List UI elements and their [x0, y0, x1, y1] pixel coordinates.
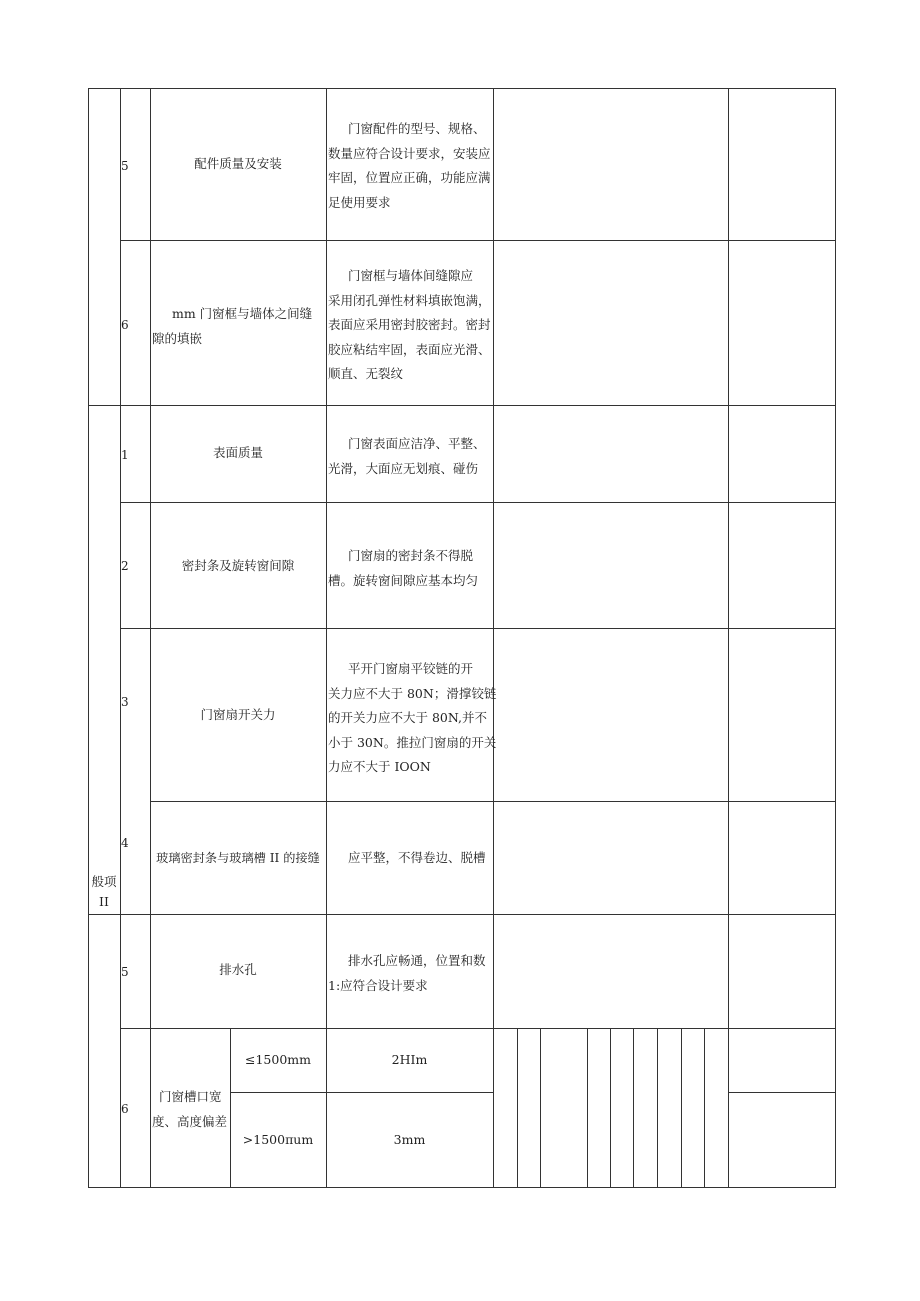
sub-row-tolerance: 2HIm [391, 1052, 428, 1067]
requirement-line: 排水孔应畅通，位置和数 [348, 953, 486, 968]
check-column-divider [633, 1028, 634, 1188]
check-column-divider [540, 1028, 541, 1188]
row-requirement [328, 657, 496, 780]
item-line: mm 门窗框与墙体之间缝 [172, 306, 313, 321]
row-item: 门窗扇开关力 [200, 707, 276, 722]
row-requirement [328, 117, 491, 215]
check-column-divider [517, 1028, 518, 1188]
row-number: 1 [121, 448, 129, 462]
row-item: 密封条及旋转窗间隙 [181, 558, 295, 573]
item-line: 度、高度偏差 [152, 1113, 228, 1129]
row-item: 玻璃密封条与玻璃槽 II 的接缝 [156, 851, 320, 865]
requirement-line: 小于 30N。推拉门窗扇的开关 [328, 734, 497, 750]
requirement-line: 牢固，位置应正确，功能应满 [328, 170, 491, 185]
requirement-line: 1:应符合设计要求 [328, 977, 428, 993]
row-requirement [328, 949, 486, 998]
column-divider [728, 88, 729, 1188]
section-label-line: II [99, 894, 109, 909]
requirement-line: 门窗框与墙体间缝隙应 [348, 268, 474, 283]
requirement-line: 光滑，大面应无划痕、碰伤 [328, 460, 479, 476]
sub-row-range: ≤1500mm [245, 1052, 311, 1067]
requirement-line: 门窗表面应洁净、平整、 [348, 436, 486, 451]
row-requirement: 应平整，不得卷边、脱槽 [348, 850, 486, 865]
sub-row-divider [230, 1092, 493, 1093]
requirement-line: 门窗配件的型号、规格、 [348, 121, 486, 136]
requirement-line: 门窗扇的密封条不得脱 [348, 548, 474, 563]
requirement-line: 的开关力应不大于 80N,并不 [328, 710, 487, 725]
requirement-line: 采用闭孔弹性材料填嵌饱满， [328, 292, 491, 308]
requirement-line: 顺直、无裂纹 [328, 366, 404, 381]
requirement-line: 槽。旋转窗间隙应基本均匀 [328, 572, 479, 588]
row-item: 排水孔 [219, 962, 257, 977]
sub-row-range: >1500πum [242, 1132, 314, 1147]
row-item: 配件质量及安装 [194, 156, 282, 171]
check-column-divider [704, 1028, 705, 1188]
column-divider [493, 88, 494, 1188]
sub-row-tolerance: 3mm [393, 1132, 426, 1147]
requirement-line: 数量应符合设计要求，安装应 [328, 145, 491, 161]
row-item: 表面质量 [212, 445, 263, 460]
requirement-line: 平开门窗扇平铰链的开 [348, 661, 474, 676]
row-divider [88, 405, 836, 406]
row-requirement [328, 432, 486, 481]
row-item [152, 302, 312, 351]
row-number: 5 [121, 159, 129, 173]
requirement-line: 足使用要求 [328, 194, 391, 210]
requirement-line: 关力应不大于 80N；滑撑铰链 [328, 685, 497, 701]
check-column-divider [657, 1028, 658, 1188]
row-item [152, 1085, 227, 1134]
column-divider [326, 88, 327, 1188]
requirement-line: 胶应粘结牢固，表面应光滑、 [328, 341, 491, 357]
row-number: 6 [121, 1102, 129, 1116]
sub-row-divider [728, 1092, 836, 1093]
row-number: 5 [121, 965, 129, 979]
inspection-table [88, 88, 836, 1188]
item-line: 门窗槽口宽 [159, 1089, 222, 1104]
section-label-line: 般项 [91, 874, 117, 889]
check-column-divider [587, 1028, 588, 1188]
check-column-divider [610, 1028, 611, 1188]
row-divider [88, 914, 836, 915]
row-number: 3 [121, 695, 129, 709]
row-number: 4 [121, 836, 129, 850]
column-divider [120, 88, 121, 1188]
section-label [88, 872, 120, 912]
requirement-line: 力应不大于 IOON [328, 759, 431, 774]
check-column-divider [681, 1028, 682, 1188]
row-number: 6 [121, 318, 129, 332]
row-requirement [328, 264, 491, 387]
item-line: 隙的填嵌 [152, 330, 203, 346]
row-requirement [328, 544, 478, 593]
row-number: 2 [121, 559, 129, 573]
requirement-line: 表面应采用密封胶密封。密封 [328, 317, 491, 332]
